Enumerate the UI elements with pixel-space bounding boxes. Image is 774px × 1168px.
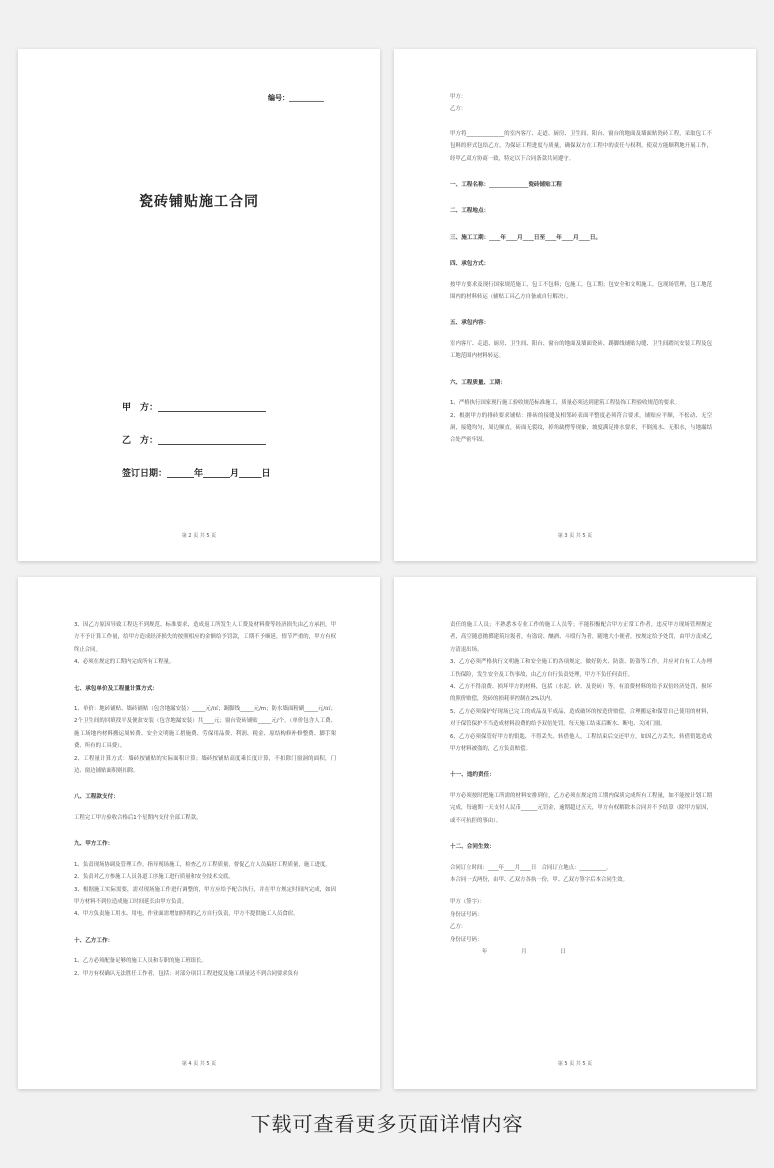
section-heading: 四、承包方式：: [450, 261, 490, 268]
paragraph: 2、甲方有权确认无法胜任工作者，包括：对部分项目工程进度及施工质量达不到合同要求负有: [74, 970, 299, 977]
intro-paragraph: 甲方将______________的室内客厅、走道、厨房、卫生间、阳台、窗台的地面及墙面贴瓷砖工程，采取包工不包料的形式包给乙方，为保证工程进度与质量，确保双方在工程中的责任与权利，使双方能顺利地开展工作，经甲乙双方协商一致，特定以下合同条款共同遵守。: [450, 130, 712, 162]
page-footer: 第 3 页 共 5 页: [557, 533, 593, 539]
paragraph: 甲方必须按时把施工所需的材料安排到位，乙方必须在规定的工期内保质完成所有工程量，如不能按计划工期完成，每逾期一天支付人民币______元罚金，逾期超过五天，甲方有权解除本合同并不予结算（除甲方原因，或不可抗拒的事由）。: [450, 792, 712, 824]
paragraph: 工程完工甲方验收合格后1个星期内支付全部工程款。: [74, 814, 202, 821]
paragraph: 4、必须在规定的工期内完成所有工程量。: [74, 659, 175, 666]
paragraph: 本合同一式两份，由甲、乙双方各执一份，甲、乙双方签字后本合同生效。: [450, 876, 628, 883]
party-a-label: 甲方：: [450, 94, 467, 100]
document-page-5: [394, 577, 756, 1089]
sign-date-line: 签订日期：______年______月_____日: [122, 469, 271, 479]
section-heading: 十、乙方工作：: [74, 937, 114, 944]
paragraph: 3、根据施工实际需要，需对现场施工作进行调整的，甲方应给予配合执行，并在甲方规定时间内完成，如因甲方材料不到位造成施工时间延长由甲方负责。: [74, 886, 336, 905]
document-page-2: [18, 49, 380, 561]
section-heading: 六、工程质量、工期：: [450, 379, 506, 386]
party-a-signature: 甲方（签字）：: [450, 899, 486, 906]
party-b-label: 乙方：: [450, 106, 467, 113]
section-heading: 一、工程名称：______________瓷砖铺贴工程: [450, 182, 562, 189]
page-footer: 第 2 页 共 5 页: [181, 533, 217, 539]
paragraph: 2、负责对乙方参施工人员各道工序施工进行质量和安全技术交底。: [74, 874, 234, 881]
serial-number: 编号：__________: [268, 94, 324, 102]
date-month: 月: [521, 948, 527, 955]
page-footer: 第 5 页 共 5 页: [557, 1061, 593, 1067]
section-heading: 二、工程地点：: [450, 208, 490, 215]
section-heading: 五、承包内容：: [450, 320, 490, 327]
id-number-b: 身份证号码：: [450, 936, 483, 943]
signature-date: [450, 946, 712, 958]
paragraph: 5、乙方必须保护好现场已完工的成品及半成品，造成破坏的按造价赔偿，合理搬运和保管自己使用的材料，对于保管保护不当造成材料浪费的给予双倍处罚，每天施工结束后断水、断电、关闭门窗。: [450, 708, 712, 728]
paragraph: 4、乙方不得浪费、损坏甲方的材料，包括（水泥、砂、及瓷砖）等，有浪费材料的给予双倍经济处罚，损坏的照价赔偿，瓷砖的损耗率控制在2%以内。: [450, 684, 712, 703]
document-page-3: [394, 49, 756, 561]
date-year: 年: [482, 948, 488, 955]
party-b-signature: 乙方：: [450, 924, 467, 931]
paragraph: 合同订立时间：____年____月____日 合同订立地点：__________。: [450, 864, 612, 871]
paragraph: 2、工程量计算方式：墙砖按铺贴的实际面积计算；墙砖按铺贴高度乘长度计算，不扣除门窗洞的面积，门边、窗边铺贴面积则扣除。: [74, 755, 336, 775]
page-footer: 第 4 页 共 5 页: [181, 1061, 217, 1067]
paragraph: 2、根据甲方的排砖要求铺贴：排砖的接缝及相邻砖表面平整度必须符合要求，铺贴应平顺，不松动、无空洞，接缝均匀，周边顺直，砖面无裂纹，掉角缺楞等现象，坡度满足排水要求，不倒流水、无积水，与地漏结合处严密牢固。: [450, 412, 712, 444]
id-number-a: 身份证号码：: [450, 911, 483, 918]
paragraph: 1、乙方必须配备足够的施工人员和专职的施工班组长。: [74, 958, 207, 965]
document-page-4: [18, 577, 380, 1089]
section-heading: 十二、合同生效：: [450, 844, 495, 851]
paragraph: 3、乙方必须严格执行文明施工和安全施工的各项规定，做好防火、防盗、防盗等工作，并应对自有工人办理工伤保险，发生安全及工伤事故，由乙方自行负责处理，甲方不负任何责任。: [450, 659, 712, 678]
paragraph: 4、甲方负责施工用水、用电，作业面需增加照明的乙方自行负责，甲方不提供施工人员食宿。: [74, 911, 299, 918]
party-a-line: 甲 方：________________________: [122, 403, 267, 413]
paragraph: 6、乙方必须保管好甲方的钥匙，不得丢失、转借他人，工程结束后交还甲方，如因乙方丢失、转借钥匙造成甲方材料被盗的，乙方负责赔偿。: [450, 733, 712, 753]
paragraph: 3、因乙方原因导致工程达不到规范、标准要求，造成返工所发生人工费及材料费等经济损失由乙方承担，甲方不予计算工作量，给甲方造成经济损失的按照相应的金额给予罚款，工期不予顺延，情节严重的，甲方有权终止合同。: [74, 622, 336, 653]
party-b-line: 乙 方：________________________: [122, 436, 267, 446]
section-heading: 三、施工工期：____年____月____日至____年____月____日。: [450, 234, 602, 241]
paragraph: 1、负责现场协调及管理工作，指导现场施工，检查乙方工程质量，督促乙方人员搞好工程质量，施工进度。: [74, 861, 331, 868]
section-heading: 八、工程款支付：: [74, 794, 119, 801]
paragraph: 按甲方要求及现行国家规范施工，包工不包料；包施工，包工期；包安全和文明施工，包现场管理，包工地范围内的材料转运（辅贴工具乙方自备或自行解决）。: [450, 281, 712, 301]
paragraph: 室内客厅、走道、厨房、卫生间、阳台、窗台的地面及墙面瓷砖、踢脚线铺贴勾缝、卫生间踏坑安装工程及包工地范围内材料转运。: [450, 340, 712, 360]
section-heading: 九、甲方工作：: [74, 841, 114, 848]
paragraph: 1、严格执行国家现行施工验收规范标准施工，质量必须达到建筑工程装饰工程验收规范的要求。: [450, 400, 680, 407]
contract-title: 瓷砖铺贴施工合同: [139, 194, 259, 210]
download-caption: 下载可查看更多页面详情内容: [250, 1112, 524, 1136]
paragraph: 责任的施工人员；不熟悉本专业工作的施工人员等；不能积极配合甲方正常工作者，违反甲方现场管理规定者，高空随意抛掷建筑垃圾者，有盗窃、酗酒、斗殴行为者，随地大小便者，按规定给予处罚，由甲方责成乙方清退出场。: [450, 622, 712, 653]
section-heading: 十一、违约责任：: [450, 772, 495, 779]
paragraph: 1、单价：地砖铺贴、墙砖铺贴（包含地漏安装）_____元/㎡；踢脚线_____元/m；防水墙面粉刷_____元/㎡；2个卫生间的回填找平及便盆安装（包含地漏安装）共____元；窗台瓷砖铺贴_____元/个。（单价包含人工费、施工场地内材料搬运周转费、安全文明施工措施费、劳保用品费、利润、税金、原结构修补修整费、脚手架费、所有的工具费）。: [74, 706, 336, 750]
section-heading: 七、承包单价及工程量计算方式：: [74, 685, 158, 692]
date-day: 日: [560, 948, 566, 955]
